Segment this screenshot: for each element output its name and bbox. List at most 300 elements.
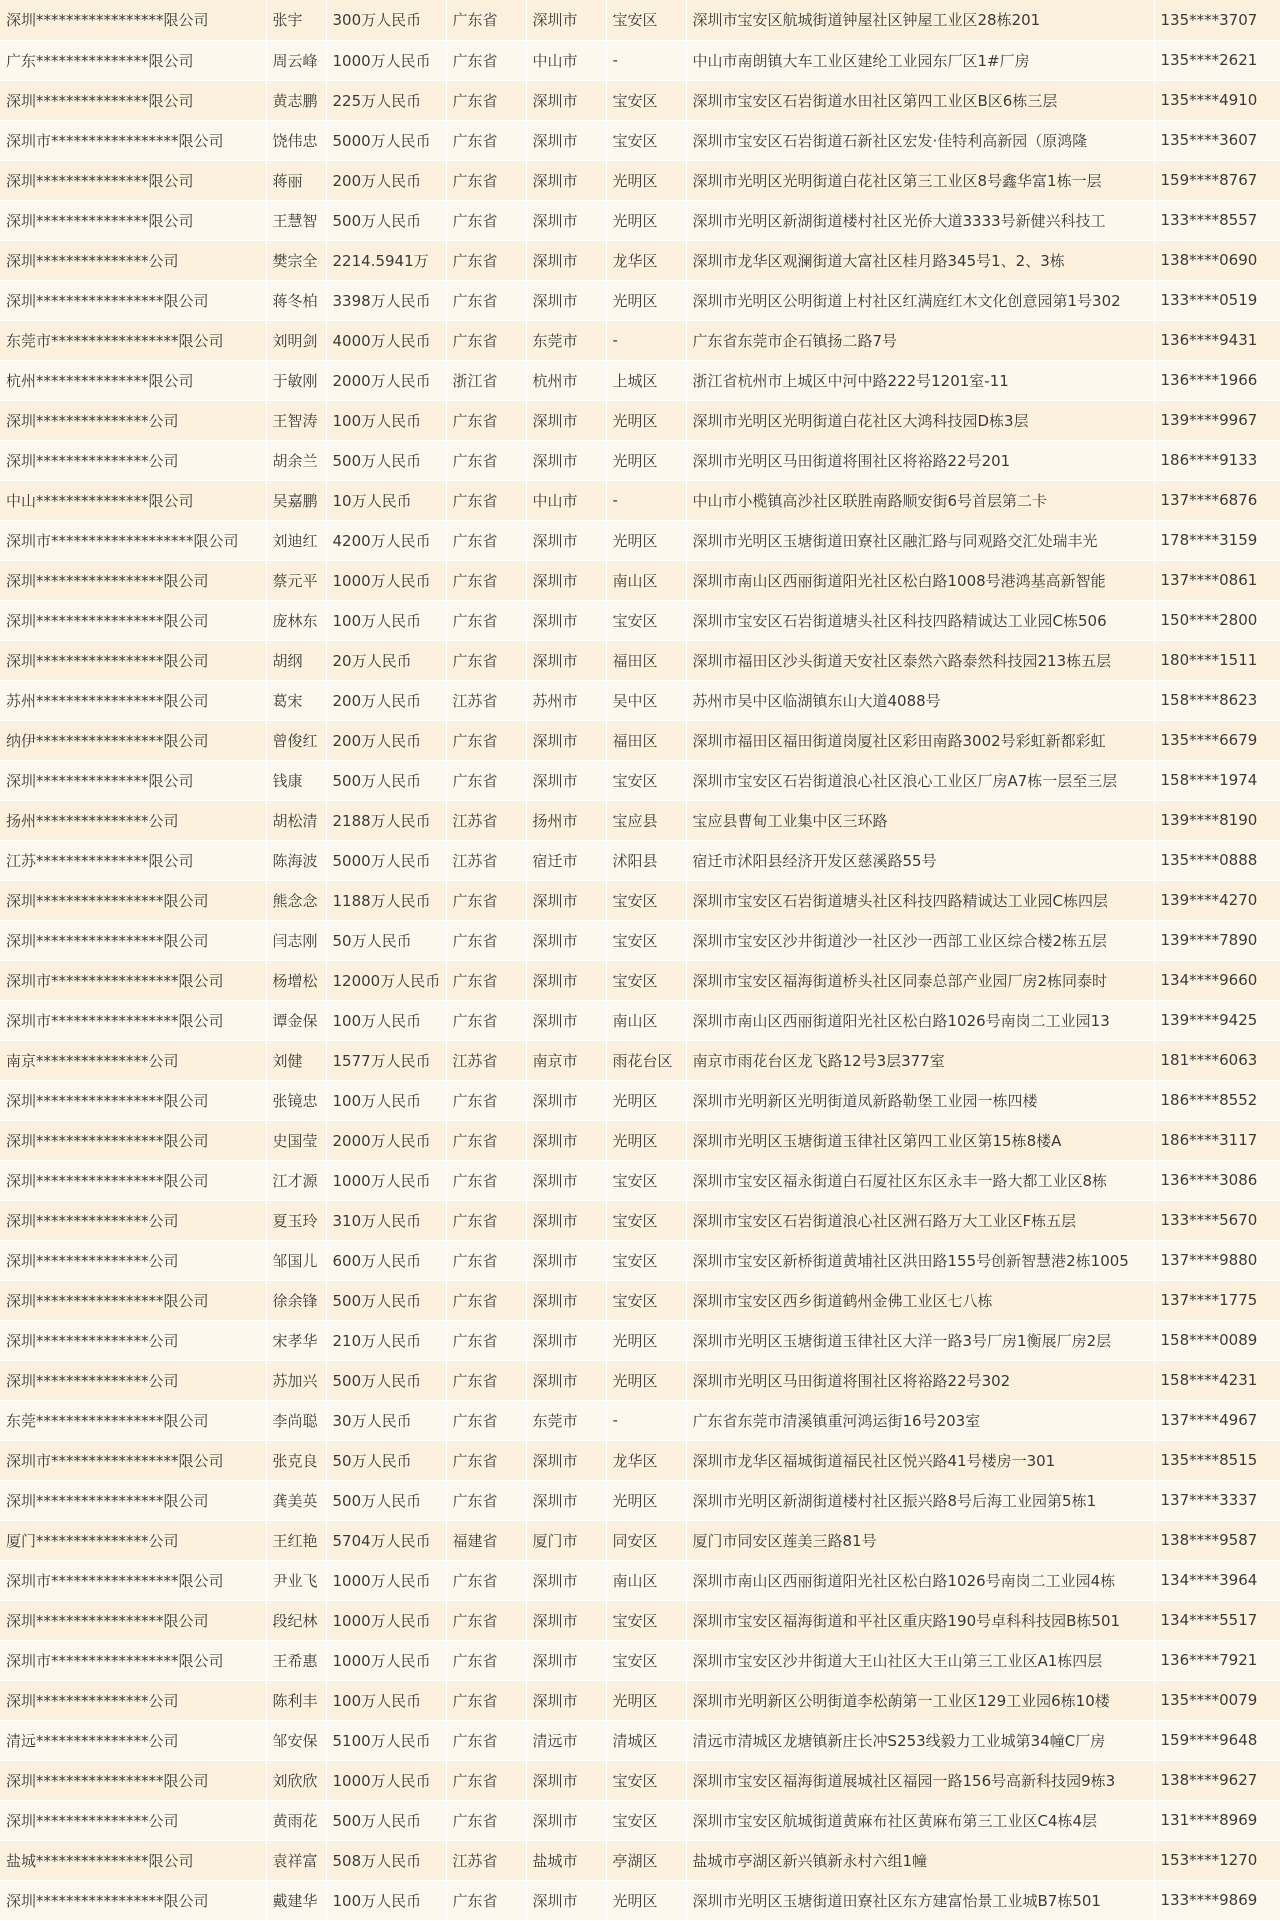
address-cell: 深圳市南山区西丽街道阳光社区松白路1026号南岗二工业园13	[686, 1000, 1154, 1040]
capital-cell: 500万人民币	[326, 1280, 446, 1320]
company-name-cell: 深圳***************限公司	[0, 760, 266, 800]
contact-name-cell: 夏玉玲	[266, 1200, 326, 1240]
phone-cell: 134****9660	[1154, 960, 1280, 1000]
address-cell: 深圳市光明区新湖街道楼村社区光侨大道3333号新健兴科技工	[686, 200, 1154, 240]
province-cell: 广东省	[446, 520, 526, 560]
province-cell: 广东省	[446, 1760, 526, 1800]
table-row	[0, 1520, 1280, 1560]
city-cell: 深圳市	[526, 440, 606, 480]
province-cell: 江苏省	[446, 840, 526, 880]
city-cell: 深圳市	[526, 1640, 606, 1680]
district-cell: 光明区	[606, 1680, 686, 1720]
phone-cell: 134****3964	[1154, 1560, 1280, 1600]
company-name-cell: 深圳市*****************限公司	[0, 1000, 266, 1040]
city-cell: 深圳市	[526, 1800, 606, 1840]
phone-cell: 138****9627	[1154, 1760, 1280, 1800]
company-name-cell: 深圳*****************限公司	[0, 1880, 266, 1920]
contact-name-cell: 周云峰	[266, 40, 326, 80]
district-cell: 光明区	[606, 1120, 686, 1160]
contact-name-cell: 刘迪红	[266, 520, 326, 560]
capital-cell: 4200万人民币	[326, 520, 446, 560]
capital-cell: 508万人民币	[326, 1840, 446, 1880]
address-cell: 深圳市光明区玉塘街道玉律社区大洋一路3号厂房1衡展厂房2层	[686, 1320, 1154, 1360]
company-name-cell: 深圳*****************限公司	[0, 600, 266, 640]
province-cell: 广东省	[446, 1400, 526, 1440]
province-cell: 广东省	[446, 240, 526, 280]
address-cell: 宝应县曹甸工业集中区三环路	[686, 800, 1154, 840]
table-row	[0, 360, 1280, 400]
district-cell: 同安区	[606, 1520, 686, 1560]
district-cell: 宝安区	[606, 880, 686, 920]
company-name-cell: 盐城***************限公司	[0, 1840, 266, 1880]
city-cell: 深圳市	[526, 1880, 606, 1920]
contact-name-cell: 葛宋	[266, 680, 326, 720]
district-cell: 宝安区	[606, 1280, 686, 1320]
city-cell: 深圳市	[526, 1160, 606, 1200]
table-row	[0, 200, 1280, 240]
city-cell: 东莞市	[526, 1400, 606, 1440]
capital-cell: 500万人民币	[326, 760, 446, 800]
company-name-cell: 深圳*****************限公司	[0, 560, 266, 600]
phone-cell: 159****9648	[1154, 1720, 1280, 1760]
phone-cell: 131****8969	[1154, 1800, 1280, 1840]
phone-cell: 139****9425	[1154, 1000, 1280, 1040]
phone-cell: 135****3707	[1154, 0, 1280, 40]
province-cell: 广东省	[446, 1200, 526, 1240]
district-cell: 宝安区	[606, 1800, 686, 1840]
address-cell: 深圳市光明区公明街道上村社区红满庭红木文化创意园第1号302	[686, 280, 1154, 320]
district-cell: 亭湖区	[606, 1840, 686, 1880]
phone-cell: 158****1974	[1154, 760, 1280, 800]
table-row	[0, 120, 1280, 160]
capital-cell: 100万人民币	[326, 1680, 446, 1720]
province-cell: 广东省	[446, 1720, 526, 1760]
phone-cell: 135****4910	[1154, 80, 1280, 120]
capital-cell: 12000万人民币	[326, 960, 446, 1000]
city-cell: 杭州市	[526, 360, 606, 400]
table-row	[0, 760, 1280, 800]
table-row	[0, 1880, 1280, 1920]
address-cell: 苏州市吴中区临湖镇东山大道4088号	[686, 680, 1154, 720]
address-cell: 深圳市宝安区福永街道白石厦社区东区永丰一路大都工业区8栋	[686, 1160, 1154, 1200]
company-name-cell: 深圳***************公司	[0, 400, 266, 440]
address-cell: 深圳市光明新区光明街道凤新路勒堡工业园一栋四楼	[686, 1080, 1154, 1120]
contact-name-cell: 胡纲	[266, 640, 326, 680]
district-cell: 宝安区	[606, 1240, 686, 1280]
address-cell: 深圳市宝安区沙井街道大王山社区大王山第三工业区A1栋四层	[686, 1640, 1154, 1680]
company-name-cell: 深圳*****************限公司	[0, 880, 266, 920]
table-row	[0, 1400, 1280, 1440]
city-cell: 深圳市	[526, 1320, 606, 1360]
city-cell: 中山市	[526, 480, 606, 520]
phone-cell: 135****0079	[1154, 1680, 1280, 1720]
city-cell: 深圳市	[526, 1440, 606, 1480]
district-cell: 光明区	[606, 160, 686, 200]
district-cell: 宝安区	[606, 120, 686, 160]
capital-cell: 1000万人民币	[326, 1160, 446, 1200]
phone-cell: 138****0690	[1154, 240, 1280, 280]
capital-cell: 1577万人民币	[326, 1040, 446, 1080]
province-cell: 广东省	[446, 1600, 526, 1640]
address-cell: 深圳市龙华区福城街道福民社区悦兴路41号楼房一301	[686, 1440, 1154, 1480]
city-cell: 深圳市	[526, 1120, 606, 1160]
table-row	[0, 680, 1280, 720]
district-cell: 福田区	[606, 640, 686, 680]
city-cell: 深圳市	[526, 880, 606, 920]
contact-name-cell: 刘明剑	[266, 320, 326, 360]
table-row	[0, 480, 1280, 520]
address-cell: 深圳市福田区福田街道岗厦社区彩田南路3002号彩虹新都彩虹	[686, 720, 1154, 760]
district-cell: 上城区	[606, 360, 686, 400]
phone-cell: 135****6679	[1154, 720, 1280, 760]
province-cell: 江苏省	[446, 800, 526, 840]
province-cell: 广东省	[446, 80, 526, 120]
company-name-cell: 深圳市*****************限公司	[0, 1640, 266, 1680]
province-cell: 浙江省	[446, 360, 526, 400]
company-name-cell: 深圳*****************限公司	[0, 1480, 266, 1520]
province-cell: 广东省	[446, 920, 526, 960]
city-cell: 深圳市	[526, 920, 606, 960]
district-cell: 宝安区	[606, 600, 686, 640]
table-row	[0, 240, 1280, 280]
table-row	[0, 840, 1280, 880]
table-row	[0, 1120, 1280, 1160]
phone-cell: 133****5670	[1154, 1200, 1280, 1240]
table-row	[0, 1200, 1280, 1240]
contact-name-cell: 李尚聪	[266, 1400, 326, 1440]
table-row	[0, 1600, 1280, 1640]
capital-cell: 5704万人民币	[326, 1520, 446, 1560]
table-row	[0, 1760, 1280, 1800]
table-row	[0, 1240, 1280, 1280]
province-cell: 福建省	[446, 1520, 526, 1560]
district-cell: 光明区	[606, 1080, 686, 1120]
contact-name-cell: 宋孝华	[266, 1320, 326, 1360]
district-cell: 宝安区	[606, 760, 686, 800]
table-row	[0, 1160, 1280, 1200]
table-row	[0, 1640, 1280, 1680]
table-row	[0, 560, 1280, 600]
city-cell: 深圳市	[526, 0, 606, 40]
district-cell: -	[606, 320, 686, 360]
capital-cell: 500万人民币	[326, 1480, 446, 1520]
province-cell: 广东省	[446, 1680, 526, 1720]
company-name-cell: 深圳*****************限公司	[0, 1120, 266, 1160]
capital-cell: 100万人民币	[326, 400, 446, 440]
company-name-cell: 深圳***************公司	[0, 1320, 266, 1360]
capital-cell: 5100万人民币	[326, 1720, 446, 1760]
table-row	[0, 1720, 1280, 1760]
phone-cell: 133****9869	[1154, 1880, 1280, 1920]
city-cell: 深圳市	[526, 1240, 606, 1280]
city-cell: 深圳市	[526, 560, 606, 600]
contact-name-cell: 熊念念	[266, 880, 326, 920]
address-cell: 中山市南朗镇大车工业区建纶工业园东厂区1#厂房	[686, 40, 1154, 80]
address-cell: 深圳市光明区玉塘街道田寮社区融汇路与同观路交汇处瑞丰光	[686, 520, 1154, 560]
company-name-cell: 中山***************限公司	[0, 480, 266, 520]
company-name-cell: 深圳*****************限公司	[0, 1080, 266, 1120]
table-row	[0, 720, 1280, 760]
capital-cell: 200万人民币	[326, 720, 446, 760]
company-name-cell: 南京***************公司	[0, 1040, 266, 1080]
capital-cell: 2214.5941万	[326, 240, 446, 280]
capital-cell: 30万人民币	[326, 1400, 446, 1440]
contact-name-cell: 张镜忠	[266, 1080, 326, 1120]
district-cell: 清城区	[606, 1720, 686, 1760]
contact-name-cell: 杨增松	[266, 960, 326, 1000]
city-cell: 深圳市	[526, 1360, 606, 1400]
province-cell: 广东省	[446, 200, 526, 240]
contact-name-cell: 谭金保	[266, 1000, 326, 1040]
company-name-cell: 深圳***************公司	[0, 1360, 266, 1400]
district-cell: 宝安区	[606, 960, 686, 1000]
contact-name-cell: 刘健	[266, 1040, 326, 1080]
district-cell: 宝应县	[606, 800, 686, 840]
capital-cell: 1000万人民币	[326, 1760, 446, 1800]
company-name-cell: 深圳*****************限公司	[0, 1160, 266, 1200]
address-cell: 深圳市光明新区公明街道李松蓢第一工业区129工业园6栋10楼	[686, 1680, 1154, 1720]
province-cell: 广东省	[446, 1120, 526, 1160]
table-row	[0, 320, 1280, 360]
contact-name-cell: 陈海波	[266, 840, 326, 880]
address-cell: 深圳市宝安区石岩街道塘头社区科技四路精诚达工业园C栋四层	[686, 880, 1154, 920]
address-cell: 深圳市宝安区航城街道钟屋社区钟屋工业区28栋201	[686, 0, 1154, 40]
capital-cell: 500万人民币	[326, 1360, 446, 1400]
phone-cell: 135****2621	[1154, 40, 1280, 80]
district-cell: 宝安区	[606, 1200, 686, 1240]
province-cell: 广东省	[446, 720, 526, 760]
address-cell: 深圳市宝安区石岩街道石新社区宏发·佳特利高新园（原鸿隆	[686, 120, 1154, 160]
contact-name-cell: 张克良	[266, 1440, 326, 1480]
capital-cell: 2000万人民币	[326, 1120, 446, 1160]
contact-name-cell: 胡余兰	[266, 440, 326, 480]
table-row	[0, 1080, 1280, 1120]
district-cell: 宝安区	[606, 920, 686, 960]
address-cell: 深圳市宝安区航城街道黄麻布社区黄麻布第三工业区C4栋4层	[686, 1800, 1154, 1840]
address-cell: 深圳市宝安区福海街道展城社区福园一路156号高新科技园9栋3	[686, 1760, 1154, 1800]
capital-cell: 5000万人民币	[326, 840, 446, 880]
capital-cell: 5000万人民币	[326, 120, 446, 160]
province-cell: 广东省	[446, 1640, 526, 1680]
contact-name-cell: 庞林东	[266, 600, 326, 640]
contact-name-cell: 蒋冬柏	[266, 280, 326, 320]
address-cell: 深圳市宝安区西乡街道鹤州金佛工业区七八栋	[686, 1280, 1154, 1320]
province-cell: 广东省	[446, 1560, 526, 1600]
contact-name-cell: 王希惠	[266, 1640, 326, 1680]
table-row	[0, 1280, 1280, 1320]
province-cell: 广东省	[446, 1440, 526, 1480]
phone-cell: 136****3086	[1154, 1160, 1280, 1200]
city-cell: 深圳市	[526, 1760, 606, 1800]
province-cell: 广东省	[446, 640, 526, 680]
company-name-cell: 杭州***************限公司	[0, 360, 266, 400]
company-name-cell: 广东***************限公司	[0, 40, 266, 80]
contact-name-cell: 刘欣欣	[266, 1760, 326, 1800]
district-cell: 光明区	[606, 1320, 686, 1360]
address-cell: 深圳市光明区玉塘街道田寮社区东方建富怡景工业城B7栋501	[686, 1880, 1154, 1920]
table-row	[0, 400, 1280, 440]
district-cell: 福田区	[606, 720, 686, 760]
address-cell: 深圳市宝安区福海街道桥头社区同泰总部产业园厂房2栋同泰时	[686, 960, 1154, 1000]
company-name-cell: 清远***************公司	[0, 1720, 266, 1760]
phone-cell: 136****7921	[1154, 1640, 1280, 1680]
company-name-cell: 深圳市*****************限公司	[0, 1560, 266, 1600]
phone-cell: 159****8767	[1154, 160, 1280, 200]
contact-name-cell: 陈利丰	[266, 1680, 326, 1720]
province-cell: 广东省	[446, 1800, 526, 1840]
capital-cell: 500万人民币	[326, 200, 446, 240]
contact-name-cell: 张宇	[266, 0, 326, 40]
province-cell: 广东省	[446, 760, 526, 800]
company-name-cell: 纳伊*****************限公司	[0, 720, 266, 760]
table-row	[0, 1840, 1280, 1880]
province-cell: 江苏省	[446, 680, 526, 720]
address-cell: 广东省东莞市清溪镇重河鸿运街16号203室	[686, 1400, 1154, 1440]
contact-name-cell: 蒋丽	[266, 160, 326, 200]
district-cell: 龙华区	[606, 1440, 686, 1480]
contact-name-cell: 戴建华	[266, 1880, 326, 1920]
province-cell: 广东省	[446, 280, 526, 320]
table-row	[0, 40, 1280, 80]
company-name-cell: 深圳***************限公司	[0, 80, 266, 120]
phone-cell: 137****3337	[1154, 1480, 1280, 1520]
city-cell: 厦门市	[526, 1520, 606, 1560]
contact-name-cell: 曾俊红	[266, 720, 326, 760]
address-cell: 浙江省杭州市上城区中河中路222号1201室-11	[686, 360, 1154, 400]
table-row	[0, 600, 1280, 640]
contact-name-cell: 王智涛	[266, 400, 326, 440]
phone-cell: 135****3607	[1154, 120, 1280, 160]
district-cell: 宝安区	[606, 1600, 686, 1640]
company-name-cell: 深圳*****************限公司	[0, 1600, 266, 1640]
phone-cell: 186****3117	[1154, 1120, 1280, 1160]
contact-name-cell: 闫志刚	[266, 920, 326, 960]
company-name-cell: 深圳***************公司	[0, 1680, 266, 1720]
district-cell: 光明区	[606, 200, 686, 240]
phone-cell: 158****0089	[1154, 1320, 1280, 1360]
phone-cell: 137****0861	[1154, 560, 1280, 600]
address-cell: 深圳市光明区光明街道白花社区大鸿科技园D栋3层	[686, 400, 1154, 440]
city-cell: 扬州市	[526, 800, 606, 840]
table-row	[0, 1800, 1280, 1840]
district-cell: 雨花台区	[606, 1040, 686, 1080]
contact-name-cell: 黄雨花	[266, 1800, 326, 1840]
district-cell: 光明区	[606, 440, 686, 480]
address-cell: 盐城市亭湖区新兴镇新永村六组1幢	[686, 1840, 1154, 1880]
capital-cell: 50万人民币	[326, 920, 446, 960]
company-name-cell: 深圳*****************限公司	[0, 1760, 266, 1800]
table-row	[0, 1320, 1280, 1360]
city-cell: 深圳市	[526, 400, 606, 440]
city-cell: 深圳市	[526, 1560, 606, 1600]
province-cell: 江苏省	[446, 1840, 526, 1880]
address-cell: 深圳市宝安区新桥街道黄埔社区洪田路155号创新智慧港2栋1005	[686, 1240, 1154, 1280]
phone-cell: 137****9880	[1154, 1240, 1280, 1280]
company-name-cell: 深圳***************公司	[0, 1240, 266, 1280]
city-cell: 深圳市	[526, 240, 606, 280]
table-row	[0, 800, 1280, 840]
contact-name-cell: 蔡元平	[266, 560, 326, 600]
capital-cell: 500万人民币	[326, 1800, 446, 1840]
city-cell: 中山市	[526, 40, 606, 80]
phone-cell: 153****1270	[1154, 1840, 1280, 1880]
address-cell: 中山市小榄镇高沙社区联胜南路顺安街6号首层第二卡	[686, 480, 1154, 520]
phone-cell: 137****4967	[1154, 1400, 1280, 1440]
address-cell: 深圳市福田区沙头街道天安社区泰然六路泰然科技园213栋五层	[686, 640, 1154, 680]
phone-cell: 135****0888	[1154, 840, 1280, 880]
city-cell: 深圳市	[526, 720, 606, 760]
district-cell: 宝安区	[606, 0, 686, 40]
phone-cell: 150****2800	[1154, 600, 1280, 640]
contact-name-cell: 徐余锋	[266, 1280, 326, 1320]
phone-cell: 135****8515	[1154, 1440, 1280, 1480]
district-cell: 南山区	[606, 1560, 686, 1600]
contact-name-cell: 黄志鹏	[266, 80, 326, 120]
district-cell: 光明区	[606, 1480, 686, 1520]
company-name-cell: 东莞*****************限公司	[0, 1400, 266, 1440]
province-cell: 广东省	[446, 960, 526, 1000]
phone-cell: 186****9133	[1154, 440, 1280, 480]
address-cell: 南京市雨花台区龙飞路12号3层377室	[686, 1040, 1154, 1080]
city-cell: 深圳市	[526, 1600, 606, 1640]
capital-cell: 100万人民币	[326, 1080, 446, 1120]
table-row	[0, 520, 1280, 560]
capital-cell: 500万人民币	[326, 440, 446, 480]
province-cell: 广东省	[446, 1240, 526, 1280]
province-cell: 广东省	[446, 320, 526, 360]
city-cell: 深圳市	[526, 640, 606, 680]
contact-name-cell: 苏加兴	[266, 1360, 326, 1400]
phone-cell: 186****8552	[1154, 1080, 1280, 1120]
capital-cell: 200万人民币	[326, 680, 446, 720]
phone-cell: 133****8557	[1154, 200, 1280, 240]
city-cell: 清远市	[526, 1720, 606, 1760]
district-cell: 宝安区	[606, 1640, 686, 1680]
table-row	[0, 440, 1280, 480]
district-cell: 宝安区	[606, 1160, 686, 1200]
phone-cell: 138****9587	[1154, 1520, 1280, 1560]
contact-name-cell: 樊宗全	[266, 240, 326, 280]
city-cell: 深圳市	[526, 1280, 606, 1320]
city-cell: 盐城市	[526, 1840, 606, 1880]
company-name-cell: 深圳*****************限公司	[0, 640, 266, 680]
company-name-cell: 深圳*****************限公司	[0, 1280, 266, 1320]
phone-cell: 134****5517	[1154, 1600, 1280, 1640]
company-name-cell: 深圳***************限公司	[0, 200, 266, 240]
address-cell: 深圳市光明区玉塘街道玉律社区第四工业区第15栋8楼A	[686, 1120, 1154, 1160]
company-name-cell: 深圳*****************限公司	[0, 0, 266, 40]
phone-cell: 158****8623	[1154, 680, 1280, 720]
capital-cell: 1000万人民币	[326, 1600, 446, 1640]
district-cell: -	[606, 40, 686, 80]
address-cell: 深圳市宝安区沙井街道沙一社区沙一西部工业区综合楼2栋五层	[686, 920, 1154, 960]
address-cell: 深圳市宝安区石岩街道水田社区第四工业区B区6栋三层	[686, 80, 1154, 120]
province-cell: 广东省	[446, 560, 526, 600]
contact-name-cell: 吴嘉鹏	[266, 480, 326, 520]
capital-cell: 1000万人民币	[326, 1560, 446, 1600]
table-row	[0, 160, 1280, 200]
city-cell: 深圳市	[526, 600, 606, 640]
district-cell: 光明区	[606, 1880, 686, 1920]
contact-name-cell: 王红艳	[266, 1520, 326, 1560]
phone-cell: 137****6876	[1154, 480, 1280, 520]
table-row	[0, 1000, 1280, 1040]
table-row	[0, 80, 1280, 120]
address-cell: 宿迁市沭阳县经济开发区慈溪路55号	[686, 840, 1154, 880]
capital-cell: 200万人民币	[326, 160, 446, 200]
district-cell: 光明区	[606, 280, 686, 320]
capital-cell: 1000万人民币	[326, 1640, 446, 1680]
